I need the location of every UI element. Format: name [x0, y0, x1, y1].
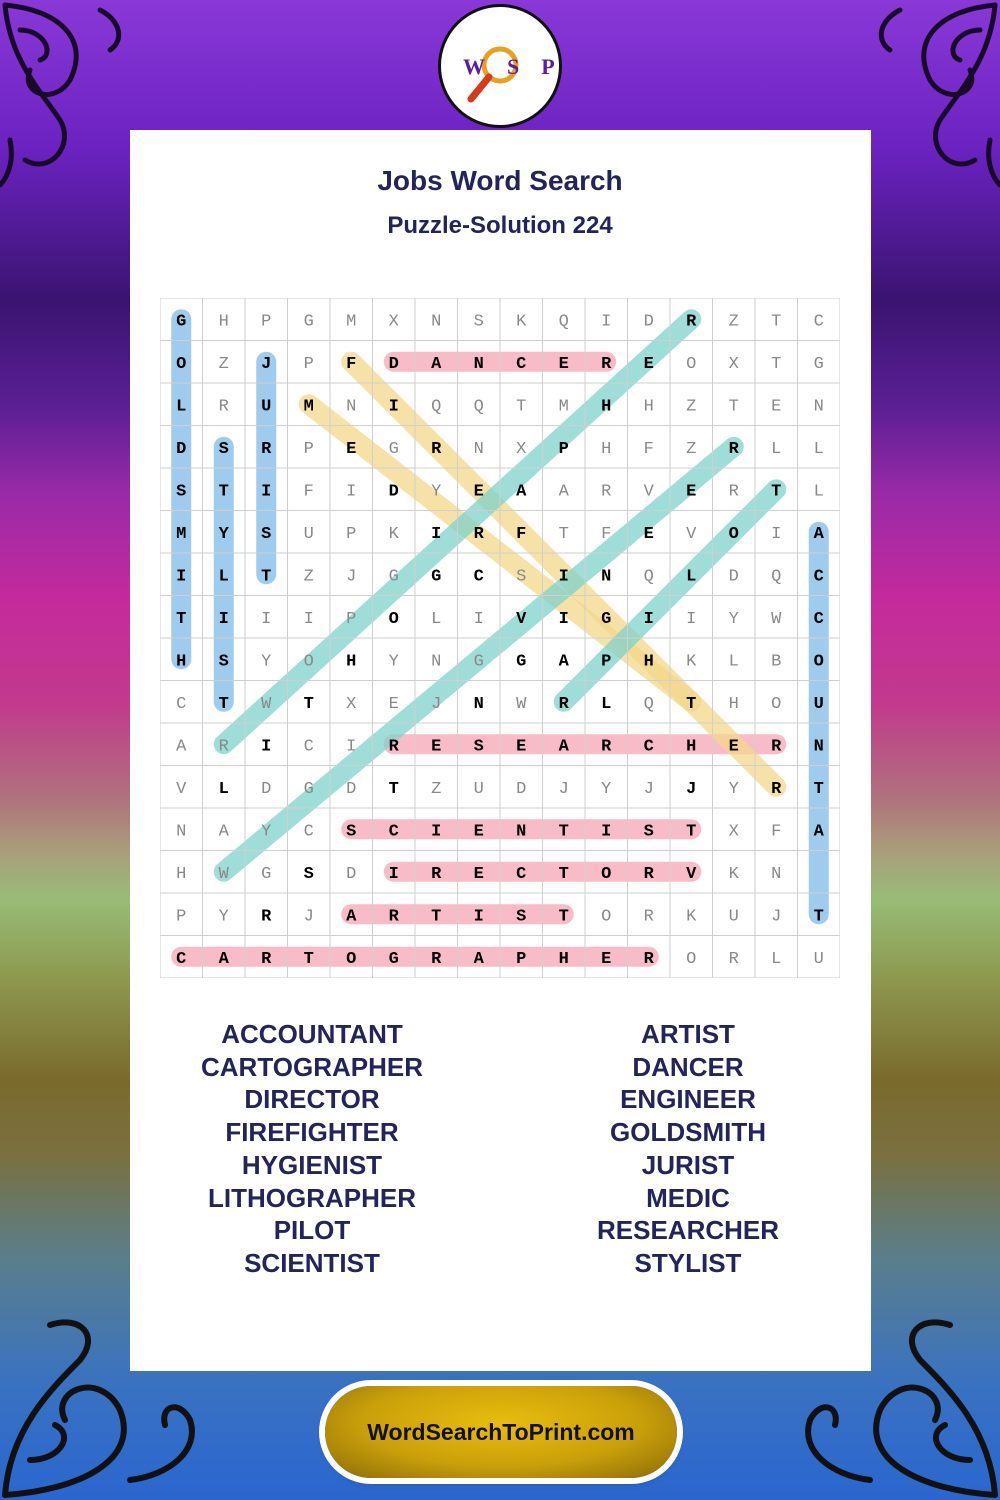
grid-cell-letter[interactable]: E	[643, 354, 654, 374]
grid-cell-letter[interactable]: D	[261, 779, 272, 799]
grid-cell-letter[interactable]: Y	[388, 652, 399, 672]
grid-cell-letter[interactable]: T	[431, 907, 442, 927]
word-list-item: RESEARCHER	[596, 1215, 780, 1246]
grid-cell-letter[interactable]: J	[346, 567, 357, 587]
grid-cell-letter[interactable]: T	[218, 482, 229, 502]
grid-cell-letter[interactable]: R	[601, 354, 612, 374]
grid-cell-letter[interactable]: T	[558, 524, 569, 544]
grid-cell-letter[interactable]: Z	[686, 439, 697, 459]
word-list-item: SCIENTIST	[244, 1247, 380, 1278]
grid-cell-letter[interactable]: K	[728, 864, 739, 884]
grid-cell-letter[interactable]: Y	[261, 652, 272, 672]
site-link-button[interactable]	[325, 1386, 677, 1478]
grid-cell-letter[interactable]: A	[346, 907, 357, 927]
grid-cell-letter[interactable]: Z	[728, 312, 739, 332]
grid-cell-letter[interactable]: G	[431, 567, 442, 587]
grid-cell-letter[interactable]: T	[558, 864, 569, 884]
grid-cell-letter[interactable]: O	[686, 354, 697, 374]
grid-cell-letter[interactable]: N	[431, 312, 442, 332]
grid-cell-letter[interactable]: E	[346, 439, 357, 459]
grid-cell-letter[interactable]: L	[176, 397, 187, 417]
page-subtitle: Puzzle-Solution 224	[387, 212, 613, 239]
grid-cell-letter[interactable]: J	[558, 779, 569, 799]
grid-cell-letter[interactable]: T	[176, 609, 187, 629]
grid-cell-letter[interactable]: Y	[728, 609, 739, 629]
grid-cell-letter[interactable]: Y	[728, 779, 739, 799]
grid-cell-letter[interactable]: S	[516, 907, 527, 927]
grid-cell-letter[interactable]: S	[176, 482, 187, 502]
grid-cell-letter[interactable]: R	[431, 439, 442, 459]
grid-cell-letter[interactable]: H	[218, 312, 229, 332]
grid-cell-letter[interactable]: D	[388, 354, 399, 374]
grid-cell-letter[interactable]: Q	[431, 397, 442, 417]
grid-cell-letter[interactable]: E	[643, 524, 654, 544]
grid-cell-letter[interactable]: M	[558, 397, 569, 417]
grid-cell-letter[interactable]: P	[346, 609, 357, 629]
grid-cell-letter[interactable]: P	[346, 524, 357, 544]
grid-cell-letter[interactable]: D	[346, 779, 357, 799]
grid-cell-letter[interactable]: H	[558, 949, 569, 969]
word-list-item: LITHOGRAPHER	[208, 1182, 416, 1213]
grid-cell-letter[interactable]: M	[176, 524, 187, 544]
grid-cell-letter[interactable]: I	[388, 397, 399, 417]
grid-cell-letter[interactable]: O	[686, 949, 697, 969]
grid-cell-letter[interactable]: E	[473, 822, 484, 842]
logo-letters: WSP	[463, 54, 577, 79]
grid-cell-letter[interactable]: C	[388, 822, 399, 842]
grid-cell-letter[interactable]: L	[218, 567, 229, 587]
word-list-left	[162, 1018, 462, 1280]
grid-cell-letter[interactable]: V	[516, 609, 527, 629]
grid-cell-letter[interactable]: G	[388, 439, 399, 459]
grid-cell-letter[interactable]: P	[303, 439, 314, 459]
grid-cell-letter[interactable]: Q	[643, 567, 654, 587]
grid-cell-letter[interactable]: T	[771, 312, 782, 332]
word-list-item: FIREFIGHTER	[225, 1117, 399, 1148]
grid-cell-letter[interactable]: D	[176, 439, 187, 459]
grid-cell-letter[interactable]: R	[728, 482, 739, 502]
grid-cell-letter[interactable]: T	[261, 567, 272, 587]
grid-cell-letter[interactable]: O	[601, 907, 612, 927]
grid-cell-letter[interactable]: Y	[601, 779, 612, 799]
grid-cell-letter[interactable]: Z	[431, 779, 442, 799]
grid-cell-letter[interactable]: U	[303, 524, 314, 544]
grid-cell-letter[interactable]: A	[516, 482, 527, 502]
grid-cell-letter[interactable]: A	[558, 482, 569, 502]
grid-cell-letter[interactable]: R	[388, 907, 399, 927]
grid-cell-letter[interactable]: H	[176, 652, 187, 672]
grid-cell-letter[interactable]: E	[728, 737, 739, 757]
grid-cell-letter[interactable]: K	[686, 907, 697, 927]
grid-cell-letter[interactable]: B	[771, 652, 782, 672]
grid-cell-letter[interactable]: A	[218, 949, 229, 969]
grid-cell-letter[interactable]: S	[516, 567, 527, 587]
grid-cell-letter[interactable]: A	[558, 737, 569, 757]
grid-cell-letter[interactable]: R	[431, 949, 442, 969]
grid-cell-letter[interactable]: T	[771, 354, 782, 374]
grid-cell-letter[interactable]: T	[303, 949, 314, 969]
grid-cell-letter[interactable]: I	[601, 822, 612, 842]
grid-cell-letter[interactable]: S	[346, 822, 357, 842]
grid-cell-letter[interactable]: X	[388, 312, 399, 332]
grid-cell-letter[interactable]: O	[813, 652, 824, 672]
grid-cell-letter[interactable]: E	[473, 482, 484, 502]
grid-cell-letter[interactable]: I	[558, 609, 569, 629]
grid-cell-letter[interactable]: L	[813, 482, 824, 502]
grid-cell-letter[interactable]: T	[771, 482, 782, 502]
grid-cell-letter[interactable]: I	[388, 864, 399, 884]
grid-cell-letter[interactable]: E	[431, 737, 442, 757]
grid-cell-letter[interactable]: I	[176, 567, 187, 587]
grid-cell-letter[interactable]: W	[516, 694, 527, 714]
grid-cell-letter[interactable]: I	[261, 482, 272, 502]
grid-cell-letter[interactable]: R	[771, 737, 782, 757]
grid-cell-letter[interactable]: Q	[558, 312, 569, 332]
grid-cell-letter[interactable]: O	[388, 609, 399, 629]
grid-cell-letter[interactable]: C	[516, 864, 527, 884]
grid-cell-letter[interactable]: N	[176, 822, 187, 842]
grid-cell-letter[interactable]: X	[728, 822, 739, 842]
word-list-item: ARTIST	[641, 1019, 735, 1049]
grid-cell-letter[interactable]: R	[558, 694, 569, 714]
grid-cell-letter[interactable]: I	[473, 609, 484, 629]
grid-cell-letter[interactable]: W	[261, 694, 272, 714]
grid-cell-letter[interactable]: G	[261, 864, 272, 884]
grid-cell-letter[interactable]: T	[218, 694, 229, 714]
grid-cell-letter[interactable]: M	[303, 397, 314, 417]
grid-cell-letter[interactable]: O	[346, 949, 357, 969]
grid-cell-letter[interactable]: P	[176, 907, 187, 927]
grid-cell-letter[interactable]: S	[218, 439, 229, 459]
grid-cell-letter[interactable]: D	[346, 864, 357, 884]
grid-cell-letter[interactable]: R	[431, 864, 442, 884]
grid-cell-letter[interactable]: Q	[473, 397, 484, 417]
grid-cell-letter[interactable]: L	[771, 439, 782, 459]
grid-cell-letter[interactable]: W	[218, 864, 229, 884]
grid-cell-letter[interactable]: Z	[218, 354, 229, 374]
grid-cell-letter[interactable]: C	[813, 567, 824, 587]
grid-cell-letter[interactable]: Z	[686, 397, 697, 417]
grid-cell-letter[interactable]: H	[643, 397, 654, 417]
grid-cell-letter[interactable]: N	[771, 864, 782, 884]
grid-cell-letter[interactable]: E	[601, 949, 612, 969]
grid-cell-letter[interactable]: P	[516, 949, 527, 969]
grid-cell-letter[interactable]: A	[431, 354, 442, 374]
grid-cell-letter[interactable]: R	[643, 949, 654, 969]
grid-cell-letter[interactable]: D	[388, 482, 399, 502]
grid-cell-letter[interactable]: I	[431, 524, 442, 544]
grid-cell-letter[interactable]: N	[473, 439, 484, 459]
grid-canvas	[160, 298, 840, 978]
grid-cell-letter[interactable]: R	[728, 949, 739, 969]
grid-cell-letter[interactable]: X	[516, 439, 527, 459]
grid-cell-letter[interactable]: U	[728, 907, 739, 927]
grid-cell-letter[interactable]: R	[473, 524, 484, 544]
word-list-item: ACCOUNTANT	[221, 1019, 403, 1049]
grid-cell-letter[interactable]: T	[516, 397, 527, 417]
grid-cell-letter[interactable]: T	[728, 397, 739, 417]
grid-cell-letter[interactable]: L	[601, 694, 612, 714]
grid-cell-letter[interactable]: H	[601, 439, 612, 459]
grid-cell-letter[interactable]: R	[686, 312, 697, 332]
grid-cell-letter[interactable]: S	[218, 652, 229, 672]
grid-cell-letter[interactable]: R	[601, 737, 612, 757]
word-search-grid[interactable]	[160, 298, 840, 978]
page-title: Jobs Word Search	[377, 165, 623, 196]
grid-cell-letter[interactable]: Z	[303, 567, 314, 587]
grid-cell-letter[interactable]: T	[813, 907, 824, 927]
grid-cell-letter[interactable]: V	[643, 482, 654, 502]
grid-cell-letter[interactable]: R	[728, 439, 739, 459]
grid-cell-letter[interactable]: R	[601, 482, 612, 502]
grid-cell-letter[interactable]: T	[686, 694, 697, 714]
grid-cell-letter[interactable]: P	[303, 354, 314, 374]
grid-cell-letter[interactable]: G	[601, 609, 612, 629]
grid-cell-letter[interactable]: X	[728, 354, 739, 374]
grid-cell-letter[interactable]: T	[558, 907, 569, 927]
grid-cell-letter[interactable]: G	[176, 312, 187, 332]
grid-cell-letter[interactable]: R	[643, 864, 654, 884]
grid-cell-letter[interactable]: O	[728, 524, 739, 544]
grid-cell-letter[interactable]: P	[261, 312, 272, 332]
grid-cell-letter[interactable]: I	[346, 737, 357, 757]
ornament-top-right	[860, 0, 1000, 190]
word-list-item: DANCER	[632, 1051, 744, 1082]
grid-cell-letter[interactable]: G	[473, 652, 484, 672]
grid-cell-letter[interactable]: C	[176, 949, 187, 969]
grid-cell-letter[interactable]: J	[431, 694, 442, 714]
grid-cell-letter[interactable]: Q	[771, 567, 782, 587]
grid-cell-letter[interactable]: F	[771, 822, 782, 842]
grid-cell-letter[interactable]: A	[176, 737, 187, 757]
grid-cell-letter[interactable]: T	[686, 822, 697, 842]
grid-cell-letter[interactable]: H	[601, 397, 612, 417]
grid-cell-letter[interactable]: X	[346, 694, 357, 714]
grid-cell-letter[interactable]: H	[686, 737, 697, 757]
grid-cell-letter[interactable]: P	[601, 652, 612, 672]
grid-cell-letter[interactable]: T	[303, 694, 314, 714]
grid-cell-letter[interactable]: N	[346, 397, 357, 417]
grid-cell-letter[interactable]: F	[643, 439, 654, 459]
grid-cell-letter[interactable]: R	[771, 779, 782, 799]
grid-cell-letter[interactable]: I	[218, 609, 229, 629]
grid-cell-letter[interactable]: I	[431, 822, 442, 842]
grid-cell-letter[interactable]: E	[516, 737, 527, 757]
grid-cell-letter[interactable]: S	[473, 312, 484, 332]
grid-cell-letter[interactable]: C	[473, 567, 484, 587]
site-logo[interactable]	[438, 4, 577, 128]
grid-cell-letter[interactable]: C	[176, 694, 187, 714]
grid-cell-letter[interactable]: L	[686, 567, 697, 587]
grid-cell-letter[interactable]: I	[473, 907, 484, 927]
word-list-item: DIRECTOR	[244, 1084, 380, 1115]
grid-cell-letter[interactable]: J	[303, 907, 314, 927]
grid-cell-letter[interactable]: O	[176, 354, 187, 374]
grid-cell-letter[interactable]: U	[261, 397, 272, 417]
grid-cell-letter[interactable]: K	[516, 312, 527, 332]
grid-cell-letter[interactable]: T	[388, 779, 399, 799]
word-list-item: HYGIENIST	[241, 1149, 383, 1180]
grid-cell-letter[interactable]: H	[643, 652, 654, 672]
grid-cell-letter[interactable]: R	[261, 907, 272, 927]
grid-cell-letter[interactable]: N	[813, 737, 824, 757]
grid-cell-letter[interactable]: T	[558, 822, 569, 842]
grid-cell-letter[interactable]: S	[473, 737, 484, 757]
grid-cell-letter[interactable]: C	[813, 312, 824, 332]
grid-cell-letter[interactable]: G	[303, 779, 314, 799]
grid-cell-letter[interactable]: I	[601, 312, 612, 332]
grid-cell-letter[interactable]: R	[218, 737, 229, 757]
grid-cell-letter[interactable]: I	[303, 609, 314, 629]
grid-cell-letter[interactable]: E	[558, 354, 569, 374]
grid-cell-letter[interactable]: E	[388, 694, 399, 714]
grid-cell-letter[interactable]: C	[813, 609, 824, 629]
grid-cell-letter[interactable]: L	[771, 949, 782, 969]
grid-cell-letter[interactable]: J	[261, 354, 272, 374]
grid-cell-letter[interactable]: I	[261, 609, 272, 629]
grid-cell-letter[interactable]: C	[303, 737, 314, 757]
grid-cell-letter[interactable]: R	[261, 949, 272, 969]
grid-cell-letter[interactable]: Y	[261, 822, 272, 842]
grid-cell-letter[interactable]: G	[388, 567, 399, 587]
grid-cell-letter[interactable]: L	[728, 652, 739, 672]
grid-cell-letter[interactable]: R	[261, 439, 272, 459]
grid-cell-letter[interactable]: C	[516, 354, 527, 374]
grid-cell-letter[interactable]: M	[346, 312, 357, 332]
grid-cell-letter[interactable]: U	[473, 779, 484, 799]
grid-cell-letter[interactable]: I	[643, 609, 654, 629]
grid-cell-letter[interactable]: E	[686, 482, 697, 502]
grid-cell-letter[interactable]: F	[346, 354, 357, 374]
site-link-label: WordSearchToPrint.com	[367, 1418, 635, 1445]
grid-cell-letter[interactable]: I	[261, 737, 272, 757]
grid-cell-letter[interactable]: G	[813, 354, 824, 374]
grid-cell-letter[interactable]: C	[643, 737, 654, 757]
grid-cell-letter[interactable]: F	[516, 524, 527, 544]
grid-cell-letter[interactable]: L	[218, 779, 229, 799]
grid-cell-letter[interactable]: H	[176, 864, 187, 884]
grid-cell-letter[interactable]: P	[558, 439, 569, 459]
grid-cell-letter[interactable]: Y	[218, 524, 229, 544]
grid-cell-letter[interactable]: V	[176, 779, 187, 799]
grid-cell-letter[interactable]: N	[431, 652, 442, 672]
grid-cell-letter[interactable]: O	[771, 694, 782, 714]
grid-cell-letter[interactable]: N	[473, 694, 484, 714]
word-list-item: CARTOGRAPHER	[201, 1051, 423, 1082]
grid-cell-letter[interactable]: I	[771, 524, 782, 544]
grid-cell-letter[interactable]: Y	[431, 482, 442, 502]
grid-cell-letter[interactable]: J	[686, 779, 697, 799]
grid-cell-letter[interactable]: G	[516, 652, 527, 672]
grid-cell-letter[interactable]: A	[218, 822, 229, 842]
grid-cell-letter[interactable]: K	[388, 524, 399, 544]
grid-cell-letter[interactable]: D	[728, 567, 739, 587]
grid-cell-letter[interactable]: O	[601, 864, 612, 884]
grid-cell-letter[interactable]: D	[643, 312, 654, 332]
grid-cell-letter[interactable]: S	[261, 524, 272, 544]
word-list-right	[538, 1018, 838, 1280]
word-list-item: MEDIC	[646, 1182, 730, 1213]
grid-cell-letter[interactable]: A	[473, 949, 484, 969]
grid-cell-letter[interactable]: C	[303, 822, 314, 842]
grid-cell-letter[interactable]: A	[813, 822, 824, 842]
grid-cell-letter[interactable]: V	[686, 524, 697, 544]
grid-cell-letter[interactable]: V	[686, 864, 697, 884]
grid-cell-letter[interactable]: Y	[218, 907, 229, 927]
grid-cell-letter[interactable]: L	[431, 609, 442, 629]
grid-cell-letter[interactable]: D	[516, 779, 527, 799]
grid-cell-letter[interactable]: H	[728, 694, 739, 714]
grid-cell-letter[interactable]: E	[771, 397, 782, 417]
grid-cell-letter[interactable]: E	[473, 864, 484, 884]
grid-cell-letter[interactable]: F	[303, 482, 314, 502]
grid-cell-letter[interactable]: J	[771, 907, 782, 927]
grid-cell-letter[interactable]: J	[643, 779, 654, 799]
word-list-item: STYLIST	[634, 1247, 742, 1278]
grid-cell-letter[interactable]: G	[388, 949, 399, 969]
grid-cell-letter[interactable]: R	[388, 737, 399, 757]
word-list-item: JURIST	[641, 1149, 735, 1180]
grid-cell-letter[interactable]: R	[218, 397, 229, 417]
grid-cell-letter[interactable]: I	[686, 609, 697, 629]
grid-cell-letter[interactable]: S	[303, 864, 314, 884]
grid-cell-letter[interactable]: W	[771, 609, 782, 629]
word-list-item: ENGINEER	[620, 1084, 756, 1115]
grid-cell-letter[interactable]: U	[813, 694, 824, 714]
grid-cell-letter[interactable]: K	[686, 652, 697, 672]
grid-cell-letter[interactable]: I	[558, 567, 569, 587]
grid-cell-letter[interactable]: A	[813, 524, 824, 544]
grid-cell-letter[interactable]: O	[303, 652, 314, 672]
grid-cell-letter[interactable]: S	[643, 822, 654, 842]
grid-cell-letter[interactable]: R	[643, 907, 654, 927]
grid-cell-letter[interactable]: T	[813, 779, 824, 799]
grid-cell-letter[interactable]: N	[473, 354, 484, 374]
grid-cell-letter[interactable]: N	[813, 397, 824, 417]
word-list-item: GOLDSMITH	[610, 1117, 766, 1148]
grid-cell-letter[interactable]: H	[346, 652, 357, 672]
grid-cell-letter[interactable]: Q	[643, 694, 654, 714]
word-list-item: PILOT	[273, 1215, 351, 1246]
grid-cell-letter[interactable]: A	[558, 652, 569, 672]
grid-cell-letter[interactable]: N	[516, 822, 527, 842]
grid-cell-letter[interactable]: G	[303, 312, 314, 332]
grid-cell-letter[interactable]: L	[813, 439, 824, 459]
grid-cell-letter[interactable]: F	[601, 524, 612, 544]
grid-cell-letter[interactable]: U	[813, 949, 824, 969]
grid-cell-letter[interactable]: I	[346, 482, 357, 502]
ornament-top-left	[0, 0, 140, 190]
grid-cell-letter[interactable]: N	[601, 567, 612, 587]
